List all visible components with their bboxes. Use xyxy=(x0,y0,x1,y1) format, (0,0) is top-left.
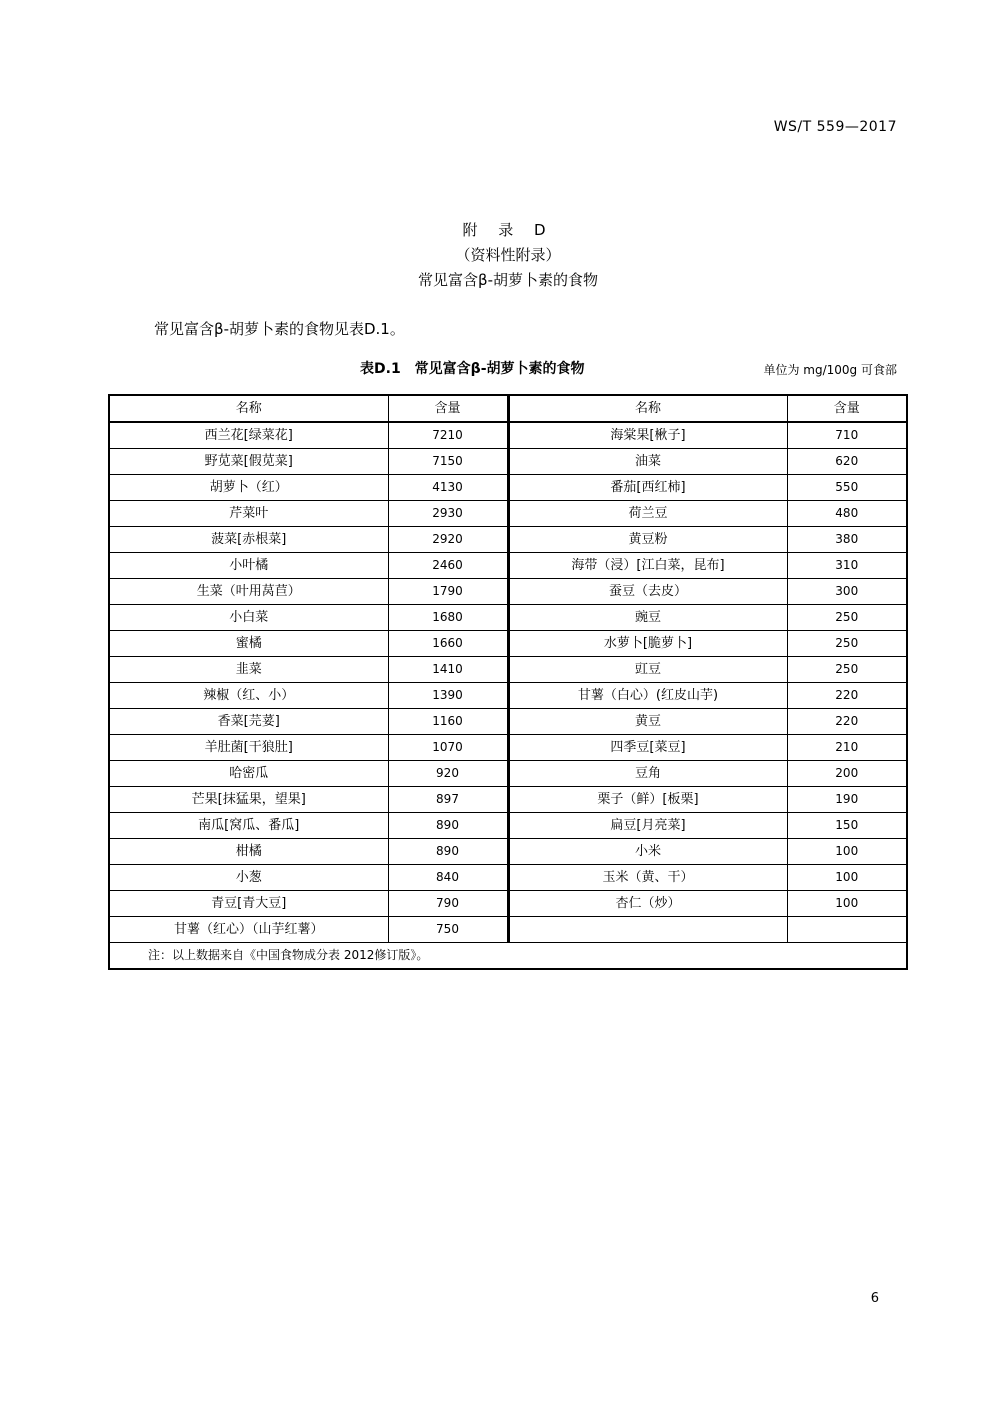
food-name-right: 黄豆 xyxy=(508,709,787,735)
food-amount-left: 1070 xyxy=(388,735,508,761)
table-header-row xyxy=(109,395,907,422)
food-name-right: 番茄[西红柿] xyxy=(508,475,787,501)
food-name-left: 柑橘 xyxy=(109,839,388,865)
table-row xyxy=(109,605,907,631)
table-row xyxy=(109,631,907,657)
table-note: 注：以上数据来自《中国食物成分表 2012修订版》。 xyxy=(109,943,907,970)
food-amount-left: 840 xyxy=(388,865,508,891)
food-name-right: 油菜 xyxy=(508,449,787,475)
table-row xyxy=(109,735,907,761)
appendix-nature: （资料性附录） xyxy=(455,246,561,264)
food-amount-right: 550 xyxy=(787,475,907,501)
table-row xyxy=(109,683,907,709)
food-name-left: 小葱 xyxy=(109,865,388,891)
food-name-left: 野苋菜[假苋菜] xyxy=(109,449,388,475)
food-name-right: 栗子（鲜）[板栗] xyxy=(508,787,787,813)
food-name-right: 四季豆[菜豆] xyxy=(508,735,787,761)
food-name-right: 豌豆 xyxy=(508,605,787,631)
header-name-right: 名称 xyxy=(508,395,787,422)
food-amount-right: 250 xyxy=(787,657,907,683)
food-amount-left: 1410 xyxy=(388,657,508,683)
table-row xyxy=(109,709,907,735)
food-table xyxy=(108,394,908,970)
table-row xyxy=(109,761,907,787)
table-row xyxy=(109,865,907,891)
table-row xyxy=(109,579,907,605)
table-row xyxy=(109,891,907,917)
food-amount-right: 710 xyxy=(787,422,907,449)
table-caption: 表D.1 常见富含β-胡萝卜素的食物 xyxy=(360,361,585,377)
food-name-left: 西兰花[绿菜花] xyxy=(109,422,388,449)
food-amount-right xyxy=(787,917,907,943)
food-name-left: 芹菜叶 xyxy=(109,501,388,527)
appendix-label: 附 录 D xyxy=(462,221,554,239)
food-name-left: 韭菜 xyxy=(109,657,388,683)
table-row xyxy=(109,449,907,475)
food-name-left: 小白菜 xyxy=(109,605,388,631)
food-amount-left: 7210 xyxy=(388,422,508,449)
food-amount-left: 890 xyxy=(388,813,508,839)
food-name-left: 哈密瓜 xyxy=(109,761,388,787)
food-amount-right: 200 xyxy=(787,761,907,787)
table-note-row xyxy=(109,943,907,970)
food-name-left: 甘薯（红心）（山芋红薯） xyxy=(109,917,388,943)
food-name-left: 羊肚菌[干狼肚] xyxy=(109,735,388,761)
food-name-left: 香菜[芫荽] xyxy=(109,709,388,735)
food-amount-right: 190 xyxy=(787,787,907,813)
table-row xyxy=(109,422,907,449)
intro-paragraph: 常见富含β-胡萝卜素的食物见表D.1。 xyxy=(154,320,405,338)
table-row xyxy=(109,787,907,813)
food-name-right: 杏仁（炒） xyxy=(508,891,787,917)
food-amount-right: 150 xyxy=(787,813,907,839)
food-amount-left: 790 xyxy=(388,891,508,917)
food-name-right xyxy=(508,917,787,943)
food-amount-left: 7150 xyxy=(388,449,508,475)
table-body xyxy=(109,422,907,943)
appendix-title: 常见富含β-胡萝卜素的食物 xyxy=(418,271,598,289)
food-amount-left: 750 xyxy=(388,917,508,943)
food-name-right: 小米 xyxy=(508,839,787,865)
table-unit: 单位为 mg/100g 可食部 xyxy=(763,363,897,377)
page-number: 6 xyxy=(870,1291,879,1306)
table-row xyxy=(109,527,907,553)
food-name-right: 蚕豆（去皮） xyxy=(508,579,787,605)
food-name-right: 海带（浸）[江白菜，昆布] xyxy=(508,553,787,579)
table-row xyxy=(109,501,907,527)
food-amount-right: 300 xyxy=(787,579,907,605)
food-name-right: 豆角 xyxy=(508,761,787,787)
table-row xyxy=(109,839,907,865)
food-amount-left: 2920 xyxy=(388,527,508,553)
food-amount-right: 480 xyxy=(787,501,907,527)
food-amount-right: 210 xyxy=(787,735,907,761)
food-name-left: 南瓜[窝瓜、番瓜] xyxy=(109,813,388,839)
header-amount-left: 含量 xyxy=(388,395,508,422)
food-amount-right: 250 xyxy=(787,605,907,631)
food-amount-left: 1660 xyxy=(388,631,508,657)
food-amount-left: 1160 xyxy=(388,709,508,735)
standard-code: WS/T 559—2017 xyxy=(773,119,897,135)
food-name-left: 菠菜[赤根菜] xyxy=(109,527,388,553)
food-name-right: 黄豆粉 xyxy=(508,527,787,553)
table-row xyxy=(109,553,907,579)
food-name-right: 甘薯（白心）(红皮山芋) xyxy=(508,683,787,709)
food-amount-left: 4130 xyxy=(388,475,508,501)
food-amount-left: 1790 xyxy=(388,579,508,605)
appendix-heading xyxy=(0,218,992,293)
food-amount-right: 220 xyxy=(787,683,907,709)
food-amount-right: 100 xyxy=(787,839,907,865)
food-amount-right: 250 xyxy=(787,631,907,657)
food-name-left: 芒果[抹猛果，望果] xyxy=(109,787,388,813)
table-row xyxy=(109,813,907,839)
food-amount-right: 310 xyxy=(787,553,907,579)
table-row xyxy=(109,917,907,943)
food-amount-left: 1680 xyxy=(388,605,508,631)
food-name-left: 辣椒（红、小） xyxy=(109,683,388,709)
food-name-left: 青豆[青大豆] xyxy=(109,891,388,917)
food-amount-left: 2460 xyxy=(388,553,508,579)
food-amount-left: 2930 xyxy=(388,501,508,527)
food-amount-left: 1390 xyxy=(388,683,508,709)
food-name-left: 生菜（叶用莴苣） xyxy=(109,579,388,605)
food-amount-right: 380 xyxy=(787,527,907,553)
food-amount-right: 220 xyxy=(787,709,907,735)
table-row xyxy=(109,657,907,683)
food-name-right: 豇豆 xyxy=(508,657,787,683)
food-name-left: 胡萝卜（红） xyxy=(109,475,388,501)
food-name-right: 海棠果[楸子] xyxy=(508,422,787,449)
food-name-right: 水萝卜[脆萝卜] xyxy=(508,631,787,657)
food-amount-right: 100 xyxy=(787,865,907,891)
food-amount-left: 897 xyxy=(388,787,508,813)
table-row xyxy=(109,475,907,501)
food-name-right: 扁豆[月亮菜] xyxy=(508,813,787,839)
food-amount-left: 920 xyxy=(388,761,508,787)
food-amount-right: 100 xyxy=(787,891,907,917)
food-amount-right: 620 xyxy=(787,449,907,475)
food-name-left: 蜜橘 xyxy=(109,631,388,657)
header-amount-right: 含量 xyxy=(787,395,907,422)
header-name-left: 名称 xyxy=(109,395,388,422)
food-name-left: 小叶橘 xyxy=(109,553,388,579)
food-name-right: 玉米（黄、干） xyxy=(508,865,787,891)
food-amount-left: 890 xyxy=(388,839,508,865)
food-name-right: 荷兰豆 xyxy=(508,501,787,527)
